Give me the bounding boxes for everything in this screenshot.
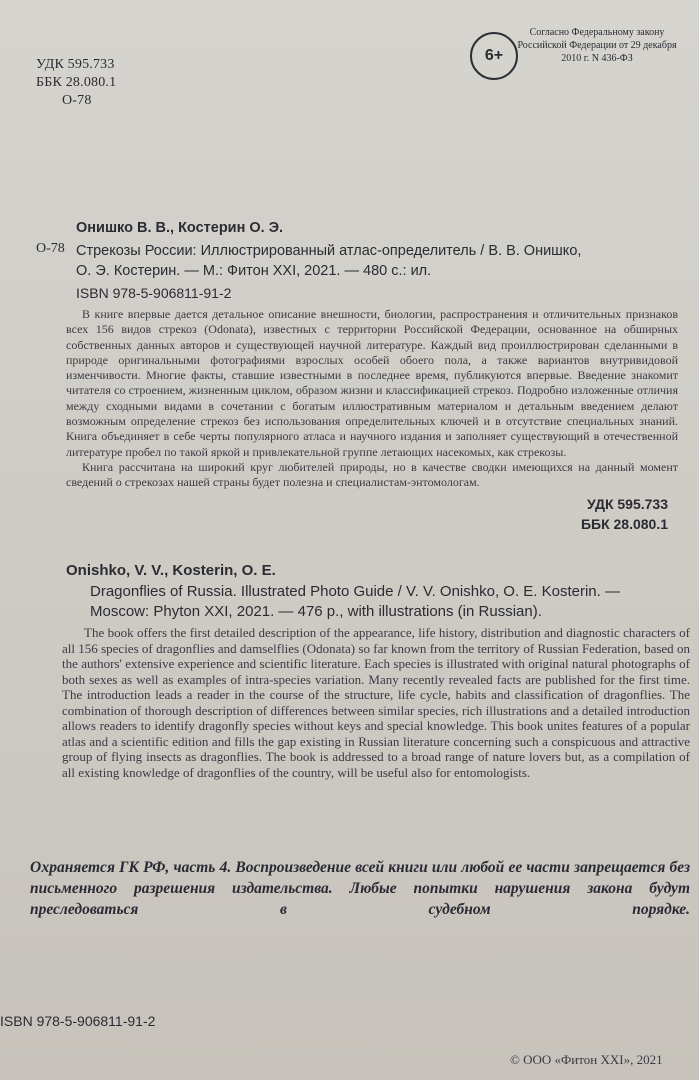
russian-abstract-paragraph: Книга рассчитана на широкий круг любителей природы, но в качестве сводки имеющихся на данный момент сведений о стрекозах нашей страны будет полезна и специалистам-энтомологам. — [66, 459, 678, 490]
english-bibliographic-description — [90, 582, 690, 622]
russian-authors: Онишко В. В., Костерин О. Э. — [76, 220, 284, 236]
udk-code: УДК 595.733 — [36, 57, 115, 72]
classification-block — [36, 56, 116, 110]
russian-isbn: ISBN 978-5-906811-91-2 — [76, 285, 232, 301]
author-mark: О-78 — [62, 93, 92, 108]
bbk-code-right: ББК 28.080.1 — [580, 516, 668, 532]
english-authors: Onishko, V. V., Kosterin, O. E. — [66, 562, 276, 579]
age-law-note: Согласно Федеральному закону Российской Федерации от 29 декабря 2010 г. N 436-ФЗ — [517, 27, 677, 64]
age-rating-label: 6+ — [484, 47, 504, 64]
russian-bibliographic-description — [76, 241, 676, 281]
english-description-line1: Dragonflies of Russia. Illustrated Photo Guide / V. V. Onishko, O. E. Kosterin. — — [90, 583, 620, 600]
copyright-protection-notice: Охраняется ГК РФ, часть 4. Воспроизведение всей книги или любой ее части запрещается без письменного разрешения издательства. Любые попытки нарушения закона будут преследоваться в судебном порядке. — [30, 859, 690, 918]
russian-abstract — [66, 307, 678, 491]
classification-codes-right — [520, 494, 668, 534]
age-rating-badge — [470, 32, 518, 80]
russian-abstract-paragraph: В книге впервые дается детальное описание внешности, биологии, распространения и отличительных признаков всех 156 видов стрекоз (Odonata), известных с территории Российской Федерации, основанное на обширных собственных данных авторов и существующей научной литературе. Каждый вид проиллюстрирован сделанными в природе оригинальными фотографиями взрослых особей обоего пола, а также вариантов внутривидовой изменчивости. Многие факты, ставшие известными в последнее время, публикуются впервые. Введение знакомит читателя со строением, жизненным циклом, образом жизни и классификацией стрекоз. Подробно изложенные отличия между сходными видами в сочетании с богатым иллюстративным материалом и детальным введением делают возможным определение стрекоз без использования определительных ключей и в отсутствие специальных знаний. Книга объединяет в себе черты популярного атласа и научного издания и заполняет существующий в отечественной литературе пробел по такой яркой и привлекательной группе летающих насекомых, как стрекозы. — [66, 307, 678, 459]
english-abstract — [62, 625, 690, 780]
udk-code-right: УДК 595.733 — [586, 496, 668, 512]
copyright-line: © ООО «Фитон XXI», 2021 — [510, 1052, 663, 1067]
bbk-code: ББК 28.080.1 — [36, 75, 117, 90]
english-description-line2: Moscow: Phyton XXI, 2021. — 476 p., with illustrations (in Russian). — [90, 603, 542, 620]
bottom-isbn: ISBN 978-5-906811-91-2 — [0, 1013, 156, 1029]
russian-catalog-mark: О-78 — [36, 241, 65, 256]
russian-description-line2: О. Э. Костерин. — М.: Фитон XXI, 2021. — 480 с.: ил. — [76, 263, 432, 279]
english-abstract-paragraph: The book offers the first detailed description of the appearance, life history, distribution and diagnostic characters of all 156 species of dragonflies and damselflies (Odonata) so far known from the territory of Russian Federation, based on the authors' extensive experience and scientific literature. Each species is illustrated with original natural photographs of both sexes as well as examples of intra-species variation. Many recently revealed facts are published for the first time. The introduction leads a reader in the course of the structure, life cycle, habits and classification of dragonflies. The combination of thorough description of differences between similar species, rich illustrations and a detailed introduction allows readers to identify dragonfly species without keys and special knowledge. This book unites features of a popular atlas and a scientific edition and fills the gap existing in Russian literature concerning such a conspicuous and attractive group of flying insects as dragonflies. The book is addressed to a broad range of nature lovers but, as a compilation of all existing knowledge of dragonflies of the country, will be useful also for entomologists. — [62, 625, 690, 780]
russian-description-line1: Стрекозы России: Иллюстрированный атлас-определитель / В. В. Онишко, — [76, 243, 582, 259]
